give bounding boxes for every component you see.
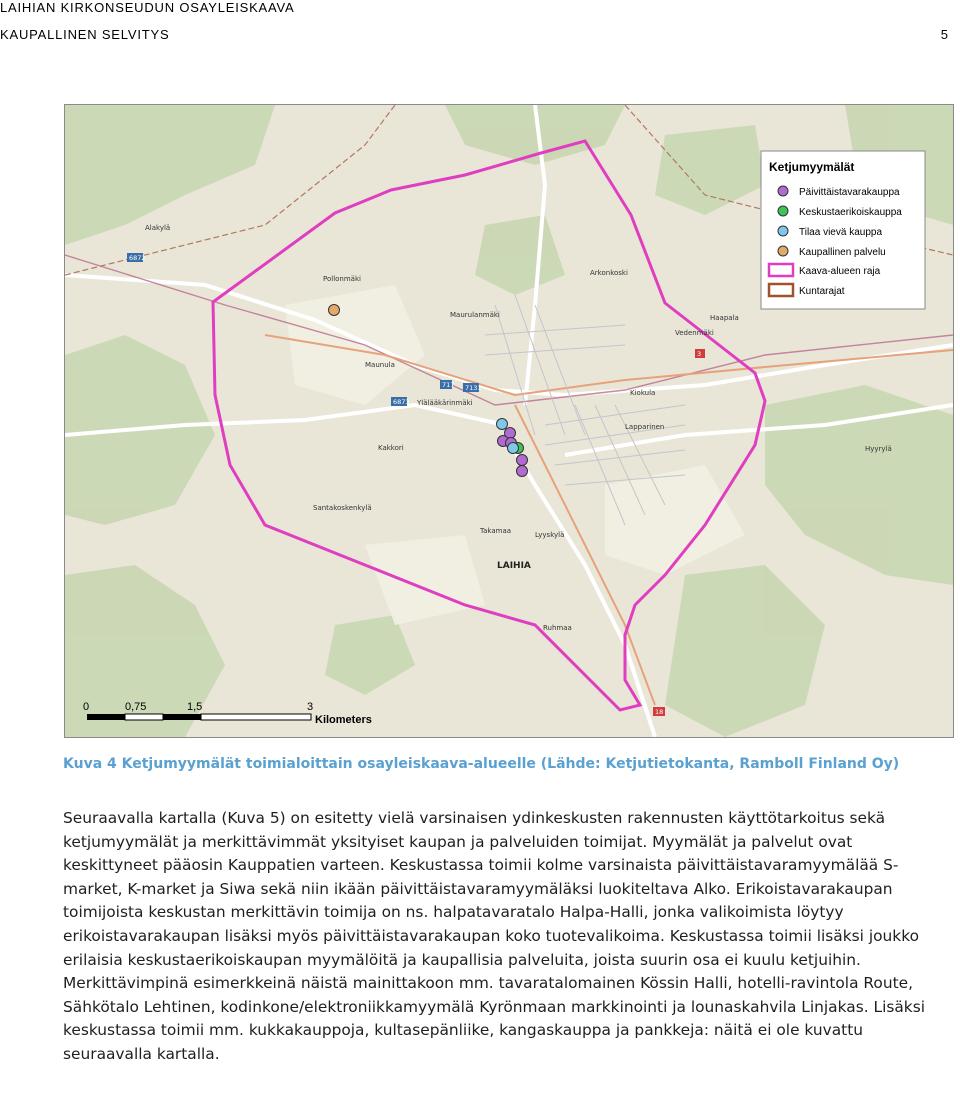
legend-label: Keskustaerikoiskauppa [799, 207, 902, 218]
grocery-marker [517, 455, 528, 466]
place-label: Lyyskylä [535, 531, 565, 539]
scale-tick-label: 3 [307, 701, 314, 713]
place-label: Santakoskenkylä [313, 504, 372, 512]
body-paragraph: Seuraavalla kartalla (Kuva 5) on esitetty vielä varsinaisen ydinkeskusten rakennusten käyttötarkoitus sekä ketjumyymälät ja merkittävimmät yksityiset kaupan ja palveluiden toimijat. Myymälät ja palvelut ovat keskittyneet pääosin Kauppatien varteen. Keskustassa toimii kolme varsinaista päivittäistavaramyymälää S-market, K-market ja Siwa sekä niin ikään päivittäistavaramyymäläksi luokiteltava Alko. Erikoistavarakaupan toimijoista keskustan merkittävin toimija on ns. halpatavaratalo Halpa-Halli, jonka valikoimista löytyy erikoistavarakaupan lisäksi myös päivittäistavarakaupan koko tuotevalikoima. Keskustassa toimii lisäksi joukko erilaisia keskustaerikoiskaupan myymälöitä ja kaupallisia palveluita, joista suurin osa ei kuulu ketjuihin. Merkittävimpinä esimerkkeinä näistä mainittakoon mm. tavaratalomainen Kössin Halli, hotelli-ravintola Route, Sähkötalo Lehtinen, kodinkone/elektroniikkamyymälä Kyrönmaan markkinointi ja lounaskahvila Linjakas. Lisäksi keskustassa toimii mm. kukkakauppoja, kultasepänliike, kangaskauppa ja pankkeja: näitä ei ole kuvattu seuraavalla kartalla. [63, 809, 926, 1063]
road-number: 717 [442, 381, 455, 389]
document-title: LAIHIAN KIRKONSEUDUN OSAYLEISKAAVA [0, 0, 295, 15]
legend-label: Kaava-alueen raja [799, 266, 881, 277]
legend-label: Kaupallinen palvelu [799, 247, 886, 258]
place-label: Takamaa [480, 527, 512, 535]
place-label: Arkonkoski [590, 269, 628, 277]
place-label: Hyyrylä [865, 445, 892, 453]
place-label: Kiokula [630, 389, 656, 397]
large-store-marker [497, 419, 508, 430]
map-figure [64, 104, 954, 738]
place-label: Haapala [710, 314, 739, 322]
map-legend [761, 151, 925, 309]
scale-unit: Kilometers [315, 714, 372, 726]
legend-specialty-swatch [778, 206, 788, 216]
road-number: 6873 [393, 398, 410, 406]
town-label: LAIHIA [497, 561, 531, 571]
place-label: Maurulanmäki [450, 311, 500, 319]
legend-label: Tilaa vievä kauppa [799, 227, 883, 238]
place-label: Vedenmäki [675, 329, 714, 337]
road-number: 18 [655, 708, 664, 716]
large-store-marker [508, 443, 519, 454]
place-label: Alakylä [145, 224, 171, 232]
place-label: Ylälääkärinmäki [417, 399, 473, 407]
scale-tick-label: 0 [83, 701, 90, 713]
legend-label: Kuntarajat [799, 286, 845, 297]
place-label: Ruhmaa [543, 624, 572, 632]
road-number: 7131 [465, 384, 482, 392]
place-label: Lapparinen [625, 423, 665, 431]
road-number: 6872 [129, 254, 146, 262]
scale-tick-label: 1,5 [187, 701, 203, 713]
grocery-marker [517, 466, 528, 477]
section-title: KAUPALLINEN SELVITYS [0, 27, 170, 42]
scale-tick-label: 0,75 [125, 701, 147, 713]
legend-grocery-swatch [778, 186, 788, 196]
legend-large-store-swatch [778, 226, 788, 236]
place-label: Pollonmäki [323, 275, 361, 283]
legend-title: Ketjumyymälät [769, 160, 855, 174]
page-number: 5 [940, 27, 948, 42]
service-marker [329, 305, 340, 316]
legend-service-swatch [778, 246, 788, 256]
figure-caption: Kuva 4 Ketjumyymälät toimialoittain osayleiskaava-alueelle (Lähde: Ketjutietokanta, Ramboll Finland Oy) [63, 756, 900, 772]
place-label: Kakkori [378, 444, 404, 452]
place-label: Maunula [365, 361, 395, 369]
legend-label: Päivittäistavarakauppa [799, 187, 900, 198]
road-number: 3 [697, 350, 702, 358]
